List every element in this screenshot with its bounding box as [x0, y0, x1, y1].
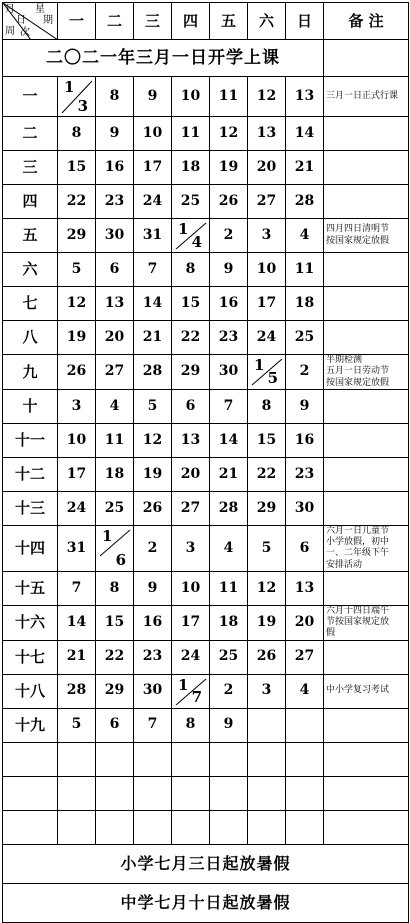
new-month-number: 5 [267, 369, 278, 388]
week-number: 十七 [3, 640, 58, 674]
date-cell: 28 [134, 355, 172, 390]
footer-row [3, 844, 409, 883]
date-cell: 9 [210, 253, 248, 287]
date-cell: 25 [210, 640, 248, 674]
remark-cell [324, 674, 409, 708]
week-number: 十四 [3, 525, 58, 571]
corner-qi-label: 期 [43, 15, 53, 26]
date-cell: 30 [286, 491, 324, 525]
date-cell: 8 [96, 571, 134, 605]
date-cell: 15 [172, 287, 210, 321]
date-cell: 8 [172, 253, 210, 287]
summer-break-notice: 中学七月十日起放暑假 [3, 883, 409, 922]
date-cell: 13 [248, 117, 286, 151]
date-cell: 22 [248, 457, 286, 491]
date-cell: 9 [134, 571, 172, 605]
week-number: 十 [3, 389, 58, 423]
date-cell: 3 [248, 674, 286, 708]
date-cell: 16 [210, 287, 248, 321]
corner-zhou-label: 周 [5, 26, 15, 37]
date-cell: 29 [248, 491, 286, 525]
remark-cell [324, 810, 409, 844]
date-cell: 9 [96, 117, 134, 151]
date-cell: 27 [248, 185, 286, 219]
date-cell: 10 [248, 253, 286, 287]
month-start-date-cell [58, 77, 96, 117]
header-row [3, 3, 409, 40]
new-month-number: 6 [115, 551, 126, 570]
date-cell [172, 776, 210, 810]
date-cell: 28 [210, 491, 248, 525]
date-cell: 24 [58, 491, 96, 525]
remark-cell [324, 776, 409, 810]
week-row [3, 389, 409, 423]
remark-line: 小学放假，初中 [326, 537, 390, 547]
remark-line: 半期检测 [326, 355, 363, 365]
date-cell: 9 [286, 389, 324, 423]
date-cell [96, 810, 134, 844]
date-cell [134, 776, 172, 810]
date-cell: 23 [96, 185, 134, 219]
date-cell: 20 [286, 605, 324, 640]
date-cell: 19 [248, 605, 286, 640]
date-cell: 25 [286, 321, 324, 355]
date-cell: 19 [58, 321, 96, 355]
week-row [3, 571, 409, 605]
date-cell: 4 [96, 389, 134, 423]
remark-header: 备 注 [324, 3, 409, 40]
date-cell: 14 [210, 423, 248, 457]
week-row [3, 151, 409, 185]
date-cell: 6 [172, 389, 210, 423]
remark-line: 六月十四日端午 [326, 605, 390, 616]
date-cell: 5 [58, 253, 96, 287]
date-cell: 26 [58, 355, 96, 390]
week-number: 八 [3, 321, 58, 355]
week-row [3, 605, 409, 640]
date-cell: 11 [172, 117, 210, 151]
term-start-banner: 二〇二一年三月一日开学上课 [3, 40, 324, 77]
date-cell: 18 [172, 151, 210, 185]
remark-cell [324, 605, 409, 640]
date-cell [286, 810, 324, 844]
month-start-date-cell [172, 674, 210, 708]
date-cell: 8 [96, 77, 134, 117]
date-cell: 16 [134, 605, 172, 640]
week-row [3, 321, 409, 355]
week-number: 十五 [3, 571, 58, 605]
date-cell: 11 [210, 77, 248, 117]
weekday-header: 二 [96, 3, 134, 40]
week-row [3, 355, 409, 390]
date-cell: 20 [248, 151, 286, 185]
month-start-date-cell [96, 525, 134, 571]
week-number: 十六 [3, 605, 58, 640]
header-corner-cell [3, 3, 58, 40]
date-cell: 3 [248, 219, 286, 253]
date-cell: 27 [96, 355, 134, 390]
date-cell: 23 [134, 640, 172, 674]
remark-line: 五月一日劳动节 [326, 366, 390, 377]
date-cell: 7 [134, 708, 172, 742]
date-cell: 15 [248, 423, 286, 457]
remark-cell [324, 423, 409, 457]
date-cell: 17 [248, 287, 286, 321]
corner-day-label: 日 [16, 15, 26, 26]
footer-row [3, 883, 409, 922]
date-cell [96, 776, 134, 810]
week-number: 十二 [3, 457, 58, 491]
week-number: 七 [3, 287, 58, 321]
date-cell: 9 [210, 708, 248, 742]
date-cell: 24 [134, 185, 172, 219]
week-row [3, 423, 409, 457]
date-cell [134, 742, 172, 776]
week-row [3, 776, 409, 810]
date-cell: 9 [134, 77, 172, 117]
day-number: 1 [64, 78, 75, 96]
week-row [3, 810, 409, 844]
date-cell: 25 [96, 491, 134, 525]
week-row [3, 640, 409, 674]
remark-line: 一、二年级下午 [326, 548, 390, 559]
week-number: 二 [3, 117, 58, 151]
remark-cell [324, 640, 409, 674]
date-cell: 16 [96, 151, 134, 185]
remark-line: 按国家规定放假 [326, 235, 390, 246]
remark-cell [324, 321, 409, 355]
date-cell: 8 [248, 389, 286, 423]
weekday-header: 日 [286, 3, 324, 40]
week-number: 三 [3, 151, 58, 185]
date-cell: 4 [286, 674, 324, 708]
week-row [3, 457, 409, 491]
week-row [3, 185, 409, 219]
remark-line: 四月四日清明节 [326, 224, 390, 235]
date-cell: 12 [248, 77, 286, 117]
date-cell: 13 [286, 77, 324, 117]
weekday-header: 一 [58, 3, 96, 40]
remark-line: 节按国家规定放 [326, 617, 390, 627]
school-calendar-table [2, 2, 409, 923]
new-month-number: 3 [77, 96, 88, 115]
remark-cell [324, 742, 409, 776]
date-cell: 23 [210, 321, 248, 355]
week-row [3, 491, 409, 525]
week-number: 五 [3, 219, 58, 253]
date-cell [210, 742, 248, 776]
weekday-header: 四 [172, 3, 210, 40]
new-month-number: 4 [191, 232, 202, 251]
date-cell: 29 [96, 674, 134, 708]
week-row [3, 525, 409, 571]
remark-cell [324, 389, 409, 423]
month-start-date-cell [248, 355, 286, 390]
calendar-body [3, 3, 409, 923]
date-cell: 6 [286, 525, 324, 571]
date-cell: 16 [286, 423, 324, 457]
date-cell: 27 [172, 491, 210, 525]
date-cell: 25 [172, 185, 210, 219]
date-cell: 6 [96, 708, 134, 742]
date-cell: 5 [248, 525, 286, 571]
date-cell: 21 [210, 457, 248, 491]
date-cell: 15 [96, 605, 134, 640]
date-cell: 8 [58, 117, 96, 151]
remark-cell [324, 151, 409, 185]
corner-star-label: 星 [35, 4, 45, 15]
date-cell: 31 [134, 219, 172, 253]
day-number: 1 [254, 356, 265, 374]
week-number [3, 810, 58, 844]
remark-line: 假 [326, 628, 336, 639]
date-cell: 19 [134, 457, 172, 491]
date-cell [210, 776, 248, 810]
remark-cell [324, 185, 409, 219]
date-cell: 10 [58, 423, 96, 457]
corner-ci-label: 次 [20, 27, 30, 38]
date-cell: 26 [248, 640, 286, 674]
date-cell: 7 [58, 571, 96, 605]
week-row [3, 219, 409, 253]
week-row [3, 708, 409, 742]
summer-break-notice: 小学七月三日起放暑假 [3, 844, 409, 883]
date-cell: 2 [286, 355, 324, 390]
date-cell: 2 [210, 674, 248, 708]
date-cell: 26 [134, 491, 172, 525]
date-cell: 19 [210, 151, 248, 185]
date-cell: 20 [96, 321, 134, 355]
remark-cell [324, 355, 409, 390]
week-number [3, 742, 58, 776]
date-cell: 12 [58, 287, 96, 321]
date-cell: 20 [172, 457, 210, 491]
week-number [3, 776, 58, 810]
date-cell: 14 [286, 117, 324, 151]
remark-cell [324, 491, 409, 525]
date-cell: 22 [58, 185, 96, 219]
month-start-date-cell [172, 219, 210, 253]
date-cell: 11 [210, 571, 248, 605]
date-cell: 17 [134, 151, 172, 185]
date-cell: 12 [134, 423, 172, 457]
remark-line: 按国家规定放假 [326, 377, 390, 388]
date-cell: 3 [58, 389, 96, 423]
date-cell: 7 [134, 253, 172, 287]
date-cell: 18 [96, 457, 134, 491]
date-cell [58, 810, 96, 844]
day-number: 1 [178, 675, 189, 694]
date-cell [172, 810, 210, 844]
date-cell [134, 810, 172, 844]
date-cell: 13 [286, 571, 324, 605]
date-cell: 2 [210, 219, 248, 253]
weekday-header: 三 [134, 3, 172, 40]
date-cell: 24 [172, 640, 210, 674]
date-cell: 7 [210, 389, 248, 423]
date-cell: 11 [96, 423, 134, 457]
date-cell: 18 [210, 605, 248, 640]
date-cell: 23 [286, 457, 324, 491]
date-cell: 3 [172, 525, 210, 571]
banner-row [3, 40, 409, 77]
date-cell: 30 [134, 674, 172, 708]
date-cell: 10 [172, 77, 210, 117]
date-cell: 18 [286, 287, 324, 321]
date-cell: 29 [58, 219, 96, 253]
weekday-header: 六 [248, 3, 286, 40]
date-cell: 22 [96, 640, 134, 674]
date-cell: 30 [210, 355, 248, 390]
date-cell: 22 [172, 321, 210, 355]
remark-cell [324, 571, 409, 605]
date-cell: 17 [58, 457, 96, 491]
date-cell: 17 [172, 605, 210, 640]
date-cell: 14 [58, 605, 96, 640]
date-cell: 4 [286, 219, 324, 253]
date-cell [210, 810, 248, 844]
date-cell: 21 [286, 151, 324, 185]
date-cell: 10 [172, 571, 210, 605]
date-cell: 31 [58, 525, 96, 571]
remark-line: 安排活动 [326, 559, 363, 570]
date-cell [286, 742, 324, 776]
week-row [3, 77, 409, 117]
date-cell: 21 [134, 321, 172, 355]
date-cell: 28 [58, 674, 96, 708]
date-cell [248, 742, 286, 776]
date-cell: 30 [96, 219, 134, 253]
date-cell: 27 [286, 640, 324, 674]
week-row [3, 674, 409, 708]
remark-cell [324, 253, 409, 287]
remark-cell [324, 708, 409, 742]
banner-remark-cell [324, 40, 409, 77]
date-cell: 15 [58, 151, 96, 185]
week-number: 十一 [3, 423, 58, 457]
date-cell: 21 [58, 640, 96, 674]
remark-cell [324, 219, 409, 253]
date-cell [58, 776, 96, 810]
date-cell [96, 742, 134, 776]
new-month-number: 7 [191, 688, 202, 706]
week-number: 一 [3, 77, 58, 117]
date-cell [58, 742, 96, 776]
date-cell [248, 810, 286, 844]
remark-cell [324, 77, 409, 117]
date-cell: 11 [286, 253, 324, 287]
date-cell: 2 [134, 525, 172, 571]
week-number: 四 [3, 185, 58, 219]
week-number: 十八 [3, 674, 58, 708]
date-cell: 10 [134, 117, 172, 151]
date-cell [172, 742, 210, 776]
date-cell: 12 [210, 117, 248, 151]
date-cell: 13 [172, 423, 210, 457]
remark-line: 中小学复习考试 [326, 685, 390, 696]
remark-cell [324, 287, 409, 321]
week-row [3, 253, 409, 287]
week-number: 十三 [3, 491, 58, 525]
week-number: 九 [3, 355, 58, 390]
date-cell: 5 [134, 389, 172, 423]
remark-line: 三月一日正式行课 [326, 90, 399, 101]
week-number: 六 [3, 253, 58, 287]
date-cell: 24 [248, 321, 286, 355]
date-cell: 5 [58, 708, 96, 742]
week-row [3, 117, 409, 151]
remark-cell [324, 525, 409, 571]
remark-cell [324, 117, 409, 151]
date-cell: 4 [210, 525, 248, 571]
date-cell [248, 776, 286, 810]
weekday-header: 五 [210, 3, 248, 40]
remark-cell [324, 457, 409, 491]
date-cell: 12 [248, 571, 286, 605]
day-number: 1 [178, 220, 189, 238]
date-cell: 26 [210, 185, 248, 219]
date-cell: 28 [286, 185, 324, 219]
week-row [3, 287, 409, 321]
date-cell: 14 [134, 287, 172, 321]
date-cell [286, 708, 324, 742]
day-number: 1 [102, 526, 113, 545]
date-cell: 13 [96, 287, 134, 321]
week-number: 十九 [3, 708, 58, 742]
date-cell [248, 708, 286, 742]
week-row [3, 742, 409, 776]
date-cell: 8 [172, 708, 210, 742]
corner-month-label: 月 [5, 4, 15, 15]
remark-line: 六月一日儿童节 [326, 525, 390, 536]
date-cell: 6 [96, 253, 134, 287]
date-cell [286, 776, 324, 810]
date-cell: 29 [172, 355, 210, 390]
